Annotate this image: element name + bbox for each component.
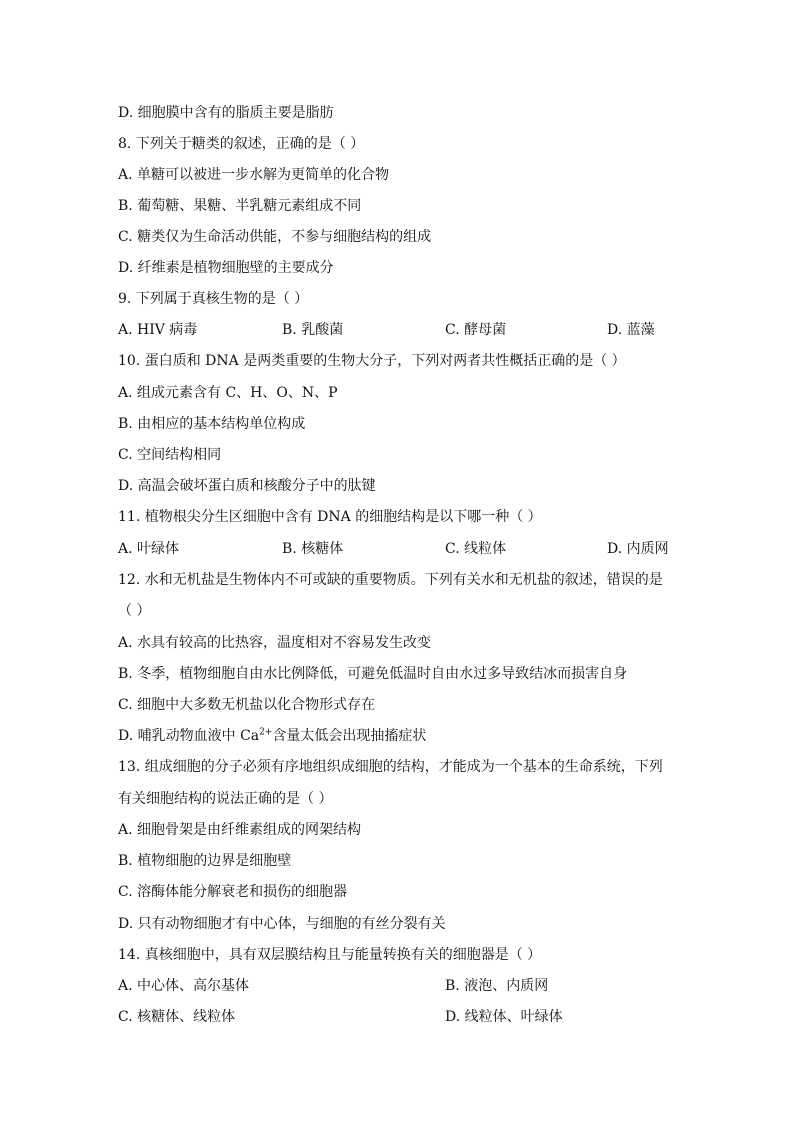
q10-stem: 10. 蛋白质和 DNA 是两类重要的生物大分子，下列对两者共性概括正确的是（ ） [118,353,626,369]
q12-option-d-prefix: D. 哺乳动物血液中 Ca [118,728,260,744]
q12-option-d [118,727,426,745]
q12-option-c: C. 细胞中大多数无机盐以化合物形式存在 [118,697,376,713]
q12-option-d-suffix: 含量太低会出现抽搐症状 [272,728,427,744]
q8-option-b: B. 葡萄糖、果糖、半乳糖元素组成不同 [118,198,362,214]
q11-stem: 11. 植物根尖分生区细胞中含有 DNA 的细胞结构是以下哪一种（ ） [118,509,542,525]
q12-option-d-superscript: 2+ [259,727,273,738]
q8-option-a: A. 单糖可以被进一步水解为更简单的化合物 [118,167,390,183]
q7-option-d: D. 细胞膜中含有的脂质主要是脂肪 [118,105,334,121]
q12-stem-line1: 12. 水和无机盐是生物体内不可或缺的重要物质。下列有关水和无机盐的叙述，错误的是 [118,572,663,588]
q14-option-c: C. 核糖体、线粒体 [118,1009,236,1025]
q9-option-b: B. 乳酸菌 [282,322,344,338]
q11-option-d: D. 内质网 [607,541,669,557]
q13-option-d: D. 只有动物细胞才有中心体，与细胞的有丝分裂有关 [118,916,446,932]
q10-option-c: C. 空间结构相同 [118,447,222,463]
q9-option-a: A. HIV 病毒 [118,322,198,338]
q10-option-d: D. 高温会破坏蛋白质和核酸分子中的肽键 [118,478,376,494]
q13-option-c: C. 溶酶体能分解衰老和损伤的细胞器 [118,884,348,900]
q8-option-c: C. 糖类仅为生命活动供能，不参与细胞结构的组成 [118,229,432,245]
q10-option-b: B. 由相应的基本结构单位构成 [118,416,306,432]
q14-option-d: D. 线粒体、叶绿体 [445,1009,563,1025]
q9-option-d: D. 蓝藻 [607,322,655,338]
q13-option-b: B. 植物细胞的边界是细胞壁 [118,853,292,869]
q14-option-a: A. 中心体、高尔基体 [118,978,250,994]
q8-option-d: D. 纤维素是植物细胞壁的主要成分 [118,260,334,276]
q10-option-a: A. 组成元素含有 C、H、O、N、P [118,385,338,401]
q11-option-c: C. 线粒体 [445,541,507,557]
q12-option-b: B. 冬季，植物细胞自由水比例降低，可避免低温时自由水过多导致结冰而损害自身 [118,666,628,682]
q14-stem: 14. 真核细胞中，具有双层膜结构且与能量转换有关的细胞器是（ ） [118,947,542,963]
q11-option-b: B. 核糖体 [282,541,344,557]
q8-stem: 8. 下列关于糖类的叙述，正确的是（ ） [118,136,365,152]
q14-option-b: B. 液泡、内质网 [445,978,549,994]
q13-stem-line2: 有关细胞结构的说法正确的是（ ） [118,791,333,807]
q9-option-c: C. 酵母菌 [445,322,507,338]
q12-option-a: A. 水具有较高的比热容，温度相对不容易发生改变 [118,635,432,651]
q13-stem-line1: 13. 组成细胞的分子必须有序地组织成细胞的结构，才能成为一个基本的生命系统，下列 [118,759,663,775]
q11-option-a: A. 叶绿体 [118,541,180,557]
q12-stem-line2: （ ） [118,603,151,619]
q13-option-a: A. 细胞骨架是由纤维素组成的网架结构 [118,822,362,838]
q9-stem: 9. 下列属于真核生物的是（ ） [118,291,309,307]
